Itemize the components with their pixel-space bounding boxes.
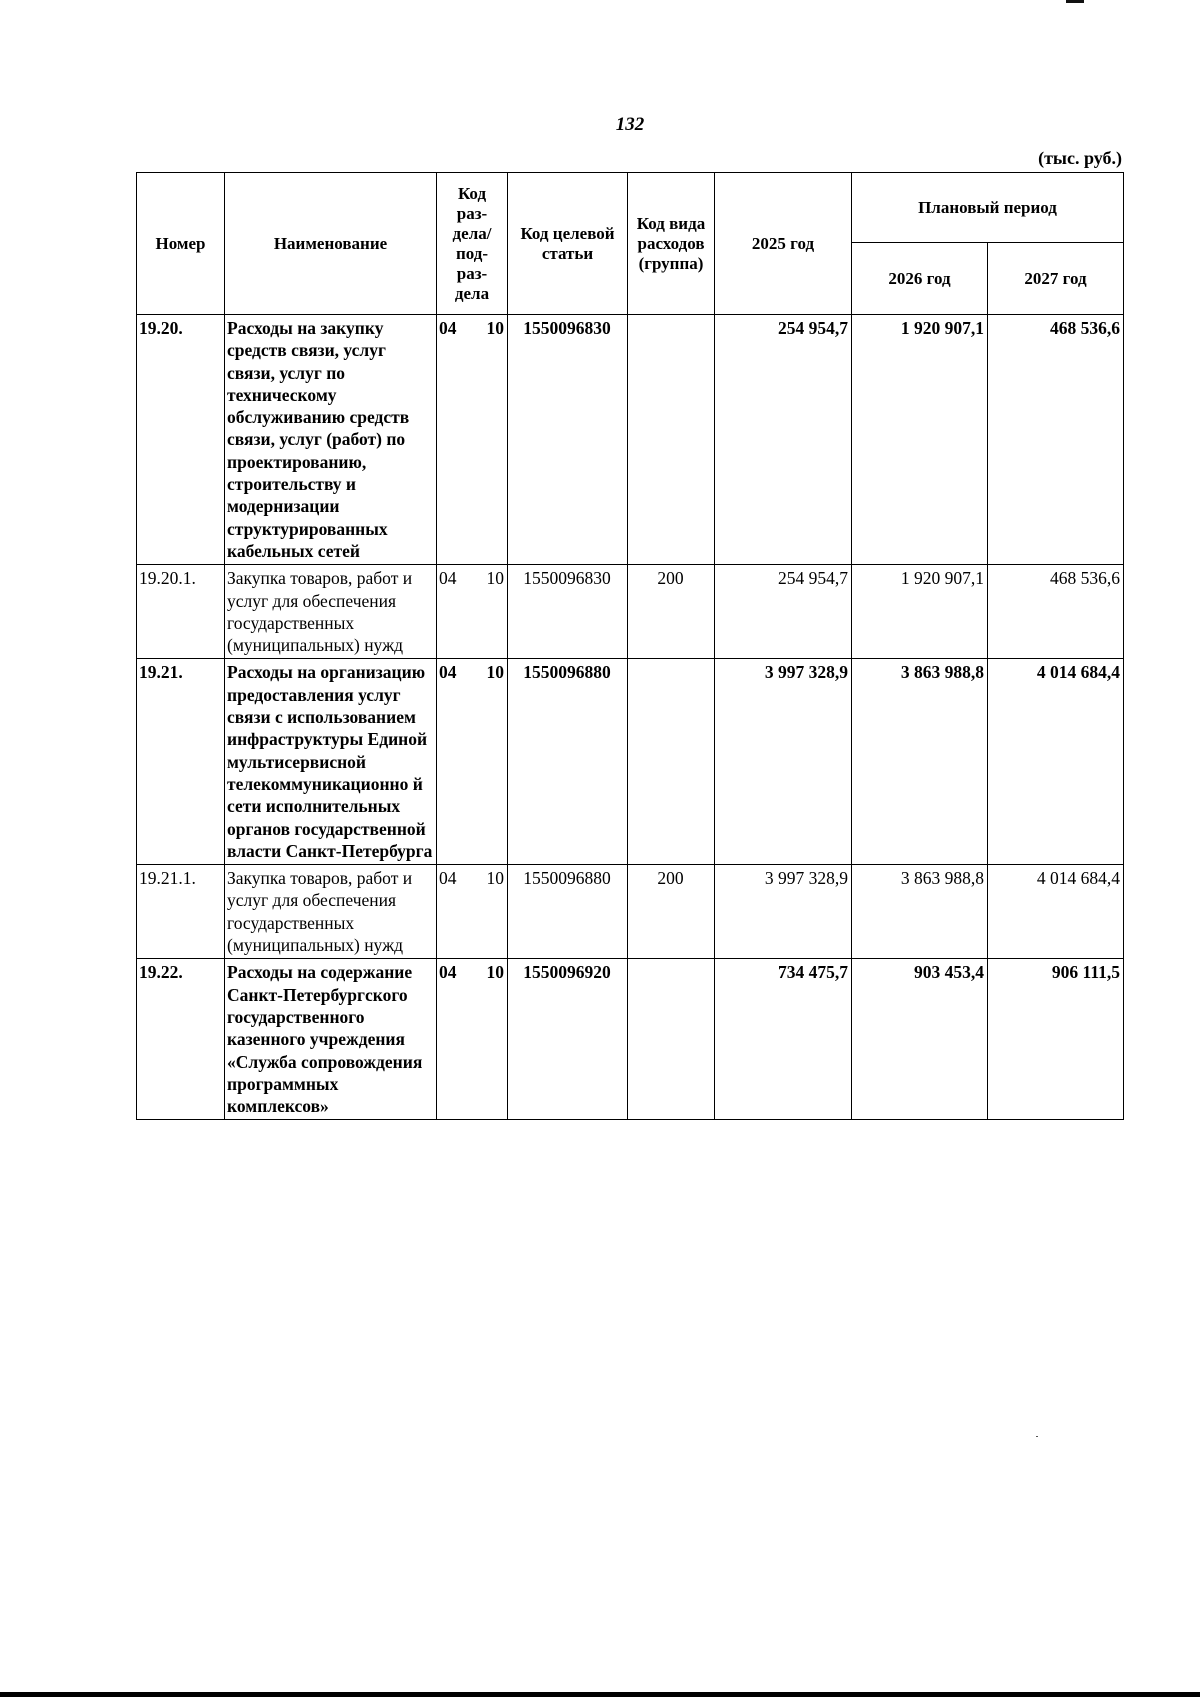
row-value-2026: 1 920 907,1 (852, 565, 988, 659)
row-number: 19.21. (137, 659, 225, 865)
row-subsection: 10 (486, 568, 504, 589)
row-value-2026: 1 920 907,1 (852, 315, 988, 565)
header-number: Номер (137, 173, 225, 315)
row-expense-type (628, 659, 715, 865)
row-number: 19.22. (137, 959, 225, 1120)
row-expense-type: 200 (628, 865, 715, 959)
row-value-2026: 3 863 988,8 (852, 659, 988, 865)
table-row (137, 315, 1124, 565)
row-value-2025: 734 475,7 (715, 959, 852, 1120)
row-section-code (437, 865, 508, 959)
row-expense-type (628, 315, 715, 565)
row-value-2027: 4 014 684,4 (988, 659, 1124, 865)
row-value-2027: 468 536,6 (988, 565, 1124, 659)
row-name: Расходы на содержание Санкт-Петербургского государственного казенного учреждения «Служба сопровождения программных комплексов» (225, 959, 437, 1120)
row-name: Закупка товаров, работ и услуг для обеспечения государственных (муниципальных) нужд (225, 565, 437, 659)
table-row (137, 959, 1124, 1120)
row-target-code: 1550096830 (508, 565, 628, 659)
header-planned-period: Плановый период (852, 173, 1124, 243)
row-number: 19.20.1. (137, 565, 225, 659)
row-section: 04 (439, 868, 457, 889)
row-value-2027: 906 111,5 (988, 959, 1124, 1120)
row-name: Закупка товаров, работ и услуг для обеспечения государственных (муниципальных) нужд (225, 865, 437, 959)
row-section-code (437, 315, 508, 565)
row-value-2025: 3 997 328,9 (715, 865, 852, 959)
row-subsection: 10 (486, 962, 504, 983)
row-target-code: 1550096920 (508, 959, 628, 1120)
row-value-2027: 4 014 684,4 (988, 865, 1124, 959)
row-number: 19.21.1. (137, 865, 225, 959)
row-name: Расходы на организацию предоставления услуг связи с использованием инфраструктуры Единой мультисервисной телекоммуникационно й сети исполнительных органов государственной власти Санкт-Петербурга (225, 659, 437, 865)
header-target-code: Код целевой статьи (508, 173, 628, 315)
row-value-2026: 3 863 988,8 (852, 865, 988, 959)
header-year-2025: 2025 год (715, 173, 852, 315)
scan-bottom-edge (0, 1692, 1200, 1697)
table-row (137, 659, 1124, 865)
table-row (137, 865, 1124, 959)
scan-mark (1066, 0, 1084, 3)
row-section-code (437, 565, 508, 659)
row-name: Расходы на закупку средств связи, услуг связи, услуг по техническому обслуживанию средств связи, услуг (работ) по проектированию, строительству и модернизации структурированных кабельных сетей (225, 315, 437, 565)
row-value-2027: 468 536,6 (988, 315, 1124, 565)
row-section-code (437, 959, 508, 1120)
page-number: 132 (615, 114, 645, 135)
row-value-2025: 254 954,7 (715, 315, 852, 565)
header-year-2026: 2026 год (852, 243, 988, 315)
row-section: 04 (439, 662, 457, 683)
row-expense-type (628, 959, 715, 1120)
row-section: 04 (439, 568, 457, 589)
row-target-code: 1550096880 (508, 865, 628, 959)
scan-speck (1036, 1436, 1038, 1437)
row-section-code (437, 659, 508, 865)
row-number: 19.20. (137, 315, 225, 565)
units-label: (тыс. руб.) (1038, 148, 1122, 168)
header-year-2027: 2027 год (988, 243, 1124, 315)
row-value-2025: 3 997 328,9 (715, 659, 852, 865)
header-section-code: Код раз-дела/ под-раз-дела (437, 173, 508, 315)
row-value-2025: 254 954,7 (715, 565, 852, 659)
row-subsection: 10 (486, 868, 504, 889)
row-section: 04 (439, 962, 457, 983)
table-row (137, 565, 1124, 659)
header-expense-type: Код вида расходов (группа) (628, 173, 715, 315)
budget-table (136, 172, 1124, 1120)
table-body (137, 315, 1124, 1120)
row-target-code: 1550096880 (508, 659, 628, 865)
row-subsection: 10 (486, 662, 504, 683)
row-target-code: 1550096830 (508, 315, 628, 565)
row-value-2026: 903 453,4 (852, 959, 988, 1120)
header-name: Наименование (225, 173, 437, 315)
row-expense-type: 200 (628, 565, 715, 659)
row-section: 04 (439, 318, 457, 338)
row-subsection: 10 (486, 318, 504, 338)
